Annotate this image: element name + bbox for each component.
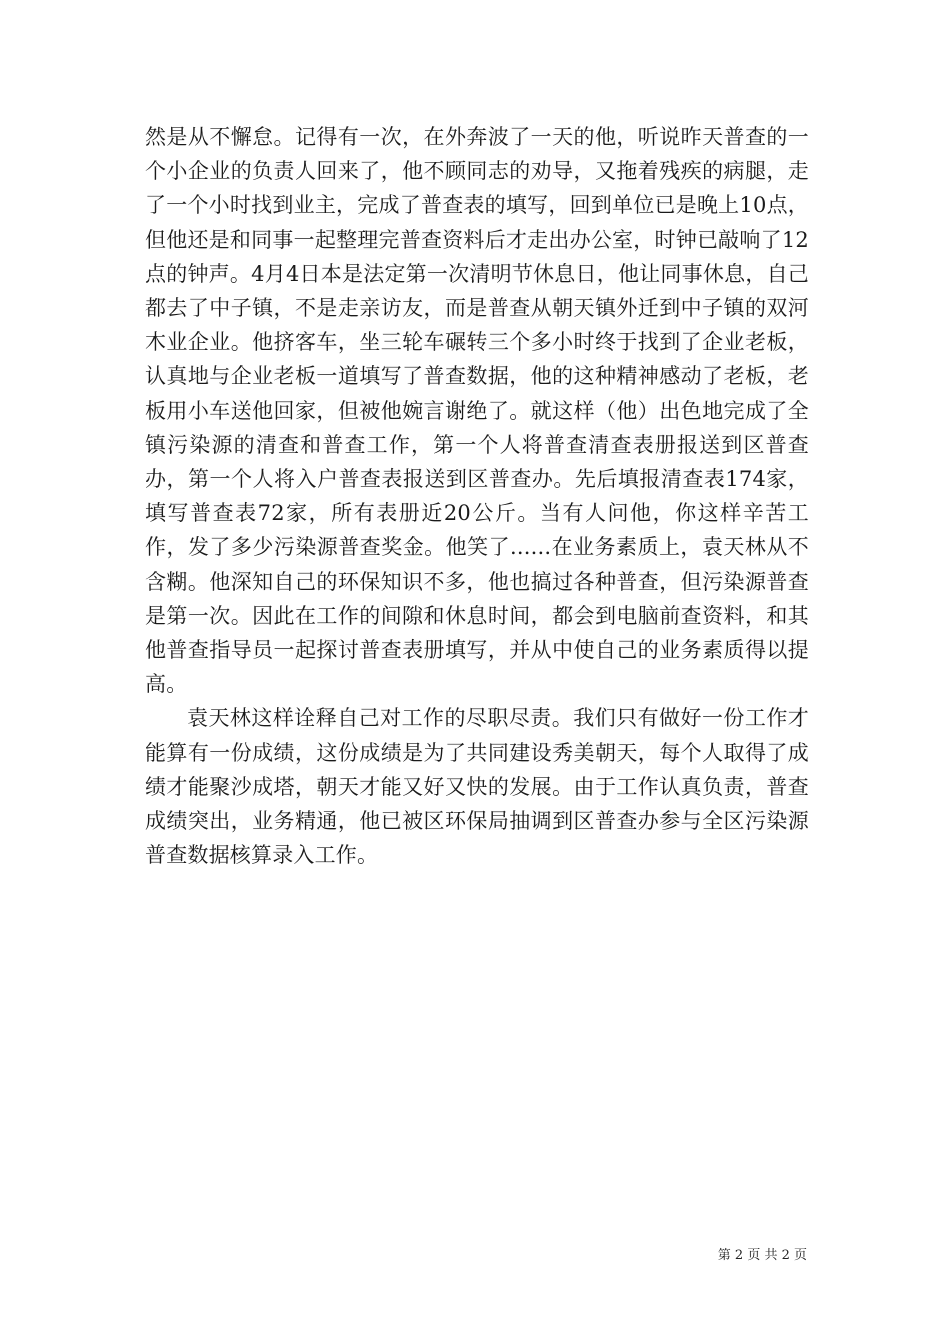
paragraph-second: 袁天林这样诠释自己对工作的尽职尽责。我们只有做好一份工作才能算有一份成绩，这份成绩是为了共同建设秀美朝天，每个人取得了成绩才能聚沙成塔，朝天才能又好又快的发展。由于工作认真负责，普查成绩突出，业务精通，他已被区环保局抽调到区普查办参与全区污染源普查数据核算录入工作。 bbox=[145, 706, 809, 868]
document-body bbox=[145, 120, 809, 872]
page-number-footer: 第 2 页 共 2 页 bbox=[717, 1248, 807, 1263]
paragraph-continued: 然是从不懈怠。记得有一次，在外奔波了一天的他，听说昨天普查的一个小企业的负责人回来了，他不顾同志的劝导，又拖着残疾的病腿，走了一个小时找到业主，完成了普查表的填写，回到单位已是晚上10点，但他还是和同事一起整理完普查资料后才走出办公室，时钟已敲响了12点的钟声。4月4日本是法定第一次清明节休息日，他让同事休息，自己都去了中子镇，不是走亲访友，而是普查从朝天镇外迁到中子镇的双河木业企业。他挤客车，坐三轮车碾转三个多小时终于找到了企业老板，认真地与企业老板一道填写了普查数据，他的这种精神感动了老板，老板用小车送他回家，但被他婉言谢绝了。就这样（他）出色地完成了全镇污染源的清查和普查工作，第一个人将普查清查表册报送到区普查办，第一个人将入户普查表报送到区普查办。先后填报清查表174家，填写普查表72家，所有表册近20公斤。当有人问他，你这样辛苦工作，发了多少污染源普查奖金。他笑了......在业务素质上，袁天林从不含糊。他深知自己的环保知识不多，他也搞过各种普查，但污染源普查是第一次。因此在工作的间隙和休息时间，都会到电脑前查资料，和其他普查指导员一起探讨普查表册填写，并从中使自己的业务素质得以提高。 bbox=[145, 125, 809, 697]
